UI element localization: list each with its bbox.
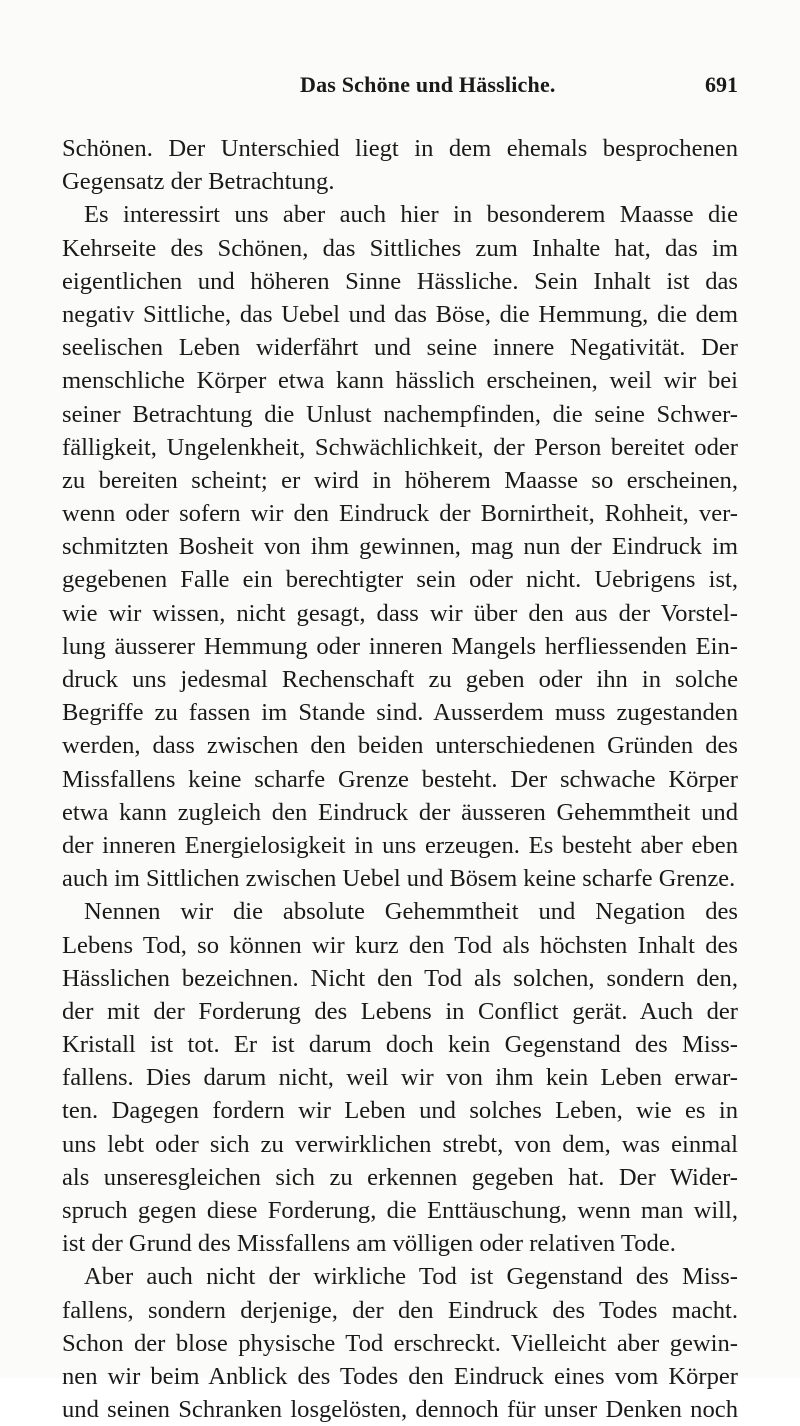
text-line: als unseresgleichen sich zu erkennen gegeben hat. Der Wider- (62, 1163, 738, 1191)
text-line: fallens. Dies darum nicht, weil wir von ihm kein Leben erwar- (62, 1064, 738, 1092)
text-line: nen wir beim Anblick des Todes den Eindruck eines vom Körper (62, 1362, 738, 1390)
text-line: seiner Betrachtung die Unlust nachempfinden, die seine Schwer- (62, 400, 738, 428)
text-line: Schon der blose physische Tod erschreckt. Vielleicht aber gewin- (62, 1329, 738, 1357)
text-line: Hässlichen bezeichnen. Nicht den Tod als solchen, sondern den, (62, 964, 738, 992)
text-line: und seinen Schranken losgelösten, dennoch für unser Denken noch (62, 1396, 738, 1424)
text-line: negativ Sittliche, das Uebel und das Böse, die Hemmung, die dem (62, 300, 738, 328)
text-line: werden, dass zwischen den beiden unterschiedenen Gründen des (62, 732, 738, 760)
text-line: uns lebt oder sich zu verwirklichen strebt, von dem, was einmal (62, 1130, 738, 1158)
text-line: Kehrseite des Schönen, das Sittliches zum Inhalte hat, das im (62, 234, 738, 262)
body-text (62, 132, 738, 1426)
text-line: ist der Grund des Missfallens am völligen oder relativen Tode. (62, 1230, 676, 1258)
text-line: fälligkeit, Ungelenkheit, Schwächlichkeit, der Person bereitet oder (62, 433, 738, 461)
text-line: der inneren Energielosigkeit in uns erzeugen. Es besteht aber eben (62, 831, 738, 859)
text-line: lung äusserer Hemmung oder inneren Mangels herfliessenden Ein- (62, 632, 738, 660)
text-line: schmitzten Bosheit von ihm gewinnen, mag nun der Eindruck im (62, 533, 738, 561)
text-line: Schönen. Der Unterschied liegt in dem ehemals besprochenen (62, 135, 738, 162)
text-line: wie wir wissen, nicht gesagt, dass wir über den aus der Vorstel- (62, 599, 738, 627)
text-line: Es interessirt uns aber auch hier in besonderem Maasse die (84, 201, 738, 229)
text-line: Kristall ist tot. Er ist darum doch kein Gegenstand des Miss- (62, 1031, 738, 1059)
text-line: gegebenen Falle ein berechtigter sein oder nicht. Uebrigens ist, (62, 566, 738, 594)
text-line: fallens, sondern derjenige, der den Eindruck des Todes macht. (62, 1296, 738, 1324)
text-line: seelischen Leben widerfährt und seine innere Negativität. Der (62, 334, 738, 362)
text-line: spruch gegen diese Forderung, die Enttäuschung, wenn man will, (62, 1197, 738, 1224)
text-line: zu bereiten scheint; er wird in höherem Maasse so erscheinen, (62, 466, 738, 494)
text-line: Begriffe zu fassen im Stande sind. Ausserdem muss zugestanden (62, 699, 738, 727)
text-line: etwa kann zugleich den Eindruck der äusseren Gehemmtheit und (62, 798, 738, 826)
text-line: Nennen wir die absolute Gehemmtheit und Negation des (84, 898, 738, 926)
text-line: menschliche Körper etwa kann hässlich erscheinen, weil wir bei (62, 367, 738, 395)
text-line: auch im Sittlichen zwischen Uebel und Bösem keine scharfe Grenze. (62, 865, 736, 893)
running-head (300, 72, 740, 112)
text-line: wenn oder sofern wir den Eindruck der Bornirtheit, Rohheit, ver- (62, 500, 738, 528)
text-line: Lebens Tod, so können wir kurz den Tod als höchsten Inhalt des (62, 931, 738, 959)
text-line: Aber auch nicht der wirkliche Tod ist Gegenstand des Miss- (84, 1263, 738, 1291)
page-number: 691 (705, 72, 738, 97)
text-line: Missfallens keine scharfe Grenze besteht. Der schwache Körper (62, 765, 738, 793)
text-line: Gegensatz der Betrachtung. (62, 168, 335, 196)
running-title: Das Schöne und Hässliche. (300, 72, 556, 97)
text-line: druck uns jedesmal Rechenschaft zu geben oder ihn in solche (62, 666, 738, 693)
text-line: eigentlichen und höheren Sinne Hässliche. Sein Inhalt ist das (62, 267, 738, 295)
text-line: der mit der Forderung des Lebens in Conflict gerät. Auch der (62, 997, 738, 1025)
text-line: ten. Dagegen fordern wir Leben und solches Leben, wie es in (62, 1097, 738, 1125)
